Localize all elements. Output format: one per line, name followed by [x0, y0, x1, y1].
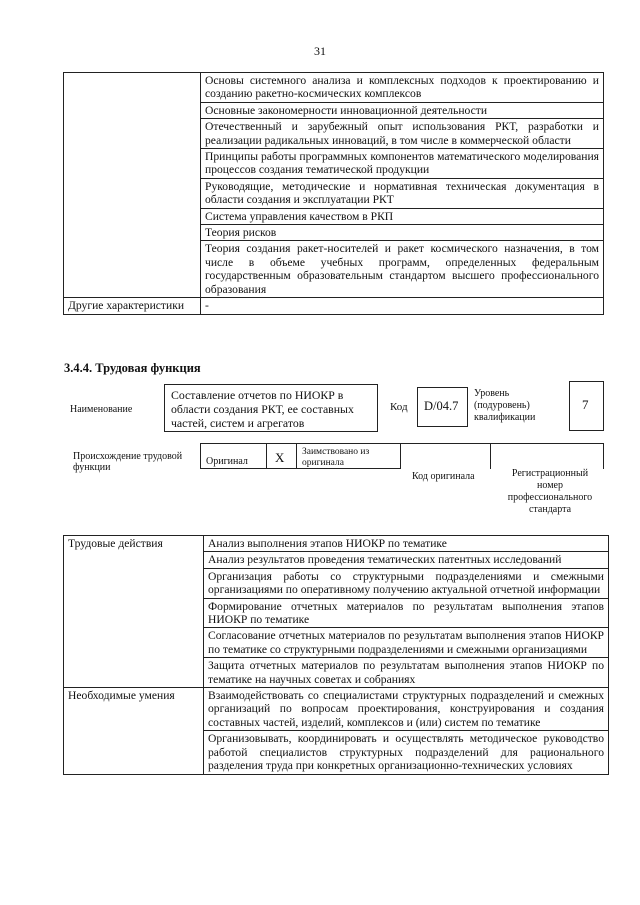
- labor-action: Анализ результатов проведения тематических патентных исследований: [204, 552, 609, 568]
- actions-table: [63, 535, 609, 775]
- knowledge-item: Основные закономерности инновационной деятельности: [201, 102, 604, 118]
- borrowed-label: Заимствовано из оригинала: [302, 447, 370, 468]
- knowledge-label-cell: [64, 73, 201, 298]
- origin-divider: [400, 443, 401, 469]
- section-heading: 3.4.4. Трудовая функция: [64, 361, 201, 375]
- code-label: Код: [390, 401, 408, 413]
- other-characteristics-value: -: [201, 298, 604, 314]
- knowledge-item: Отечественный и зарубежный опыт использования РКТ, разработки и реализации радикальных инноваций, в том числе в коммерческой области: [201, 119, 604, 149]
- labor-action: Согласование отчетных материалов по результатам выполнения этапов НИОКР по тематике со структурными подразделениями и смежными организациями: [204, 628, 609, 658]
- function-name: Составление отчетов по НИОКР в области создания РКТ, ее составных частей, систем и агрегатов: [171, 388, 354, 430]
- knowledge-item: Теория создания ракет-носителей и ракет космического назначения, в том числе в объеме учебных программ, определенных федеральным государственным образовательным стандартом высшего профессионального образования: [201, 241, 604, 298]
- original-mark: X: [275, 450, 285, 465]
- origin-divider: [490, 443, 491, 469]
- origin-divider: [296, 443, 297, 469]
- qualification-level: 7: [582, 397, 589, 412]
- code-original-caption: Код оригинала: [412, 471, 475, 482]
- page-number: 31: [314, 44, 326, 58]
- origin-box: [200, 443, 604, 469]
- name-label: Наименование: [70, 404, 133, 415]
- labor-action: Организация работы со структурными подразделениями и смежными организациями по оперативному получению актуальной отчетной информации: [204, 568, 609, 598]
- required-skills-label: Необходимые умения: [64, 688, 204, 774]
- level-label: Уровень (подуровень) квалификации: [474, 388, 536, 423]
- knowledge-item: Принципы работы программных компонентов математического моделирования процессов создания тематической продукции: [201, 149, 604, 179]
- original-label: Оригинал: [206, 456, 248, 467]
- labor-actions-label: Трудовые действия: [64, 536, 204, 688]
- knowledge-item: Система управления качеством в РКП: [201, 208, 604, 224]
- origin-divider: [266, 443, 267, 469]
- labor-action: Анализ выполнения этапов НИОКР по тематике: [204, 536, 609, 552]
- labor-action: Защита отчетных материалов по результатам выполнения этапов НИОКР по тематике на научных советах и собраниях: [204, 658, 609, 688]
- required-skill: Взаимодействовать со специалистами структурных подразделений и смежных организаций по вопросам проектирования, конструирования и создания составных частей, изделий, комплексов и (или) систем по тематике: [204, 688, 609, 731]
- code-value-box: [417, 387, 468, 427]
- required-skill: Организовывать, координировать и осуществлять методическое руководство работой специалистов структурных подразделений для рационального разделения труда при конкретных организационно-технических условиях: [204, 731, 609, 774]
- labor-action: Формирование отчетных материалов по результатам выполнения этапов НИОКР по тематике: [204, 598, 609, 628]
- registration-caption: Регистрационный номер профессионального стандарта: [507, 468, 593, 515]
- knowledge-table: [63, 72, 604, 315]
- origin-label: Происхождение трудовой функции: [73, 451, 183, 473]
- function-code: D/04.7: [424, 399, 459, 413]
- level-value-box: [569, 381, 604, 431]
- knowledge-item: Основы системного анализа и комплексных подходов к проектированию и созданию ракетно-космических комплексов: [201, 73, 604, 103]
- name-value-box: [164, 384, 378, 432]
- knowledge-item: Теория рисков: [201, 225, 604, 241]
- knowledge-item: Руководящие, методические и нормативная техническая документация в области создания и эксплуатации РКТ: [201, 178, 604, 208]
- other-characteristics-label: Другие характеристики: [64, 298, 201, 314]
